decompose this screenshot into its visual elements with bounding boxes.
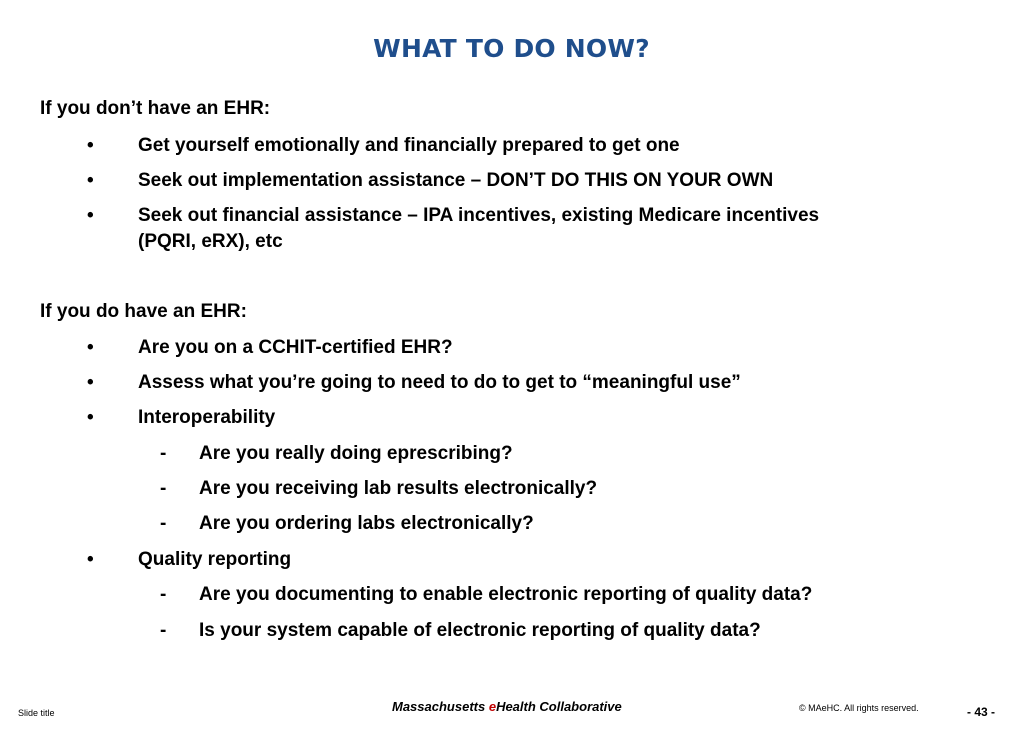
brand-e-letter: e: [488, 699, 497, 714]
page-number: - 43 -: [967, 705, 996, 719]
brand-prefix: Massachusetts: [392, 699, 489, 714]
bullet-text: Seek out implementation assistance – DON’T DO THIS ON YOUR OWN: [138, 170, 774, 191]
bullet-marker: •: [87, 205, 94, 226]
bullet-text: Seek out financial assistance – IPA incentives, existing Medicare incentives: [138, 205, 820, 226]
subitem-text: Are you receiving lab results electronically?: [199, 478, 598, 499]
bullet-text: Assess what you’re going to need to do to get to “meaningful use”: [138, 372, 741, 393]
brand-suffix: Health Collaborative: [496, 699, 622, 714]
footer-slide-label: Slide title: [18, 708, 55, 718]
bullet-marker: •: [87, 407, 94, 428]
bullet-marker: •: [87, 135, 94, 156]
subitem-text: Is your system capable of electronic reporting of quality data?: [199, 620, 761, 641]
footer-brand: [392, 699, 622, 714]
bullet-text: Get yourself emotionally and financially prepared to get one: [138, 135, 680, 156]
bullet-marker: •: [87, 337, 94, 358]
bullet-text-continuation: (PQRI, eRX), etc: [138, 231, 283, 252]
subitem-text: Are you really doing eprescribing?: [199, 443, 513, 464]
bullet-marker: •: [87, 372, 94, 393]
subitem-marker: -: [160, 584, 167, 605]
section-heading-have-ehr: If you do have an EHR:: [40, 301, 247, 322]
bullet-marker: •: [87, 170, 94, 191]
subitem-marker: -: [160, 478, 167, 499]
bullet-marker: •: [87, 549, 94, 570]
subitem-text: Are you ordering labs electronically?: [199, 513, 534, 534]
subitem-marker: -: [160, 443, 167, 464]
bullet-text: Interoperability: [138, 407, 276, 428]
footer-copyright: © MAeHC. All rights reserved.: [799, 703, 919, 713]
subitem-text: Are you documenting to enable electronic reporting of quality data?: [199, 584, 813, 605]
subitem-marker: -: [160, 620, 167, 641]
section-heading-no-ehr: If you don’t have an EHR:: [40, 98, 271, 119]
bullet-text: Quality reporting: [138, 549, 292, 570]
subitem-marker: -: [160, 513, 167, 534]
bullet-text: Are you on a CCHIT-certified EHR?: [138, 337, 453, 358]
slide-title: WHAT TO DO NOW?: [373, 34, 650, 63]
